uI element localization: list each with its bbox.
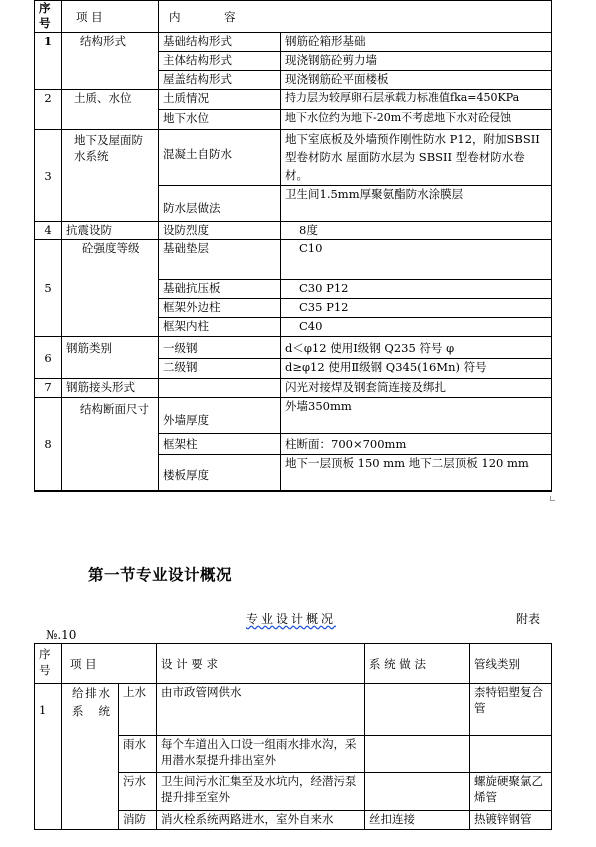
table-header-row	[35, 644, 552, 684]
row-method: 丝扣连接	[365, 811, 470, 830]
row-item: 给排水系统	[62, 684, 119, 830]
header-no: 序号	[35, 644, 62, 684]
header-content: 内 容	[159, 1, 552, 33]
row-sub: 污水	[119, 773, 157, 811]
header-method: 系 统 做 法	[365, 644, 470, 684]
header-item: 项 目	[62, 644, 157, 684]
row-sub: 防水层做法	[159, 186, 281, 222]
row-sub: 框架柱	[159, 434, 281, 455]
row-sub: 主体结构形式	[159, 52, 281, 71]
row-no: 1	[35, 684, 62, 830]
row-value: 卫生间1.5mm厚聚氨酯防水涂膜层	[281, 186, 552, 222]
row-sub: 土质情况	[159, 90, 281, 110]
row-design: 消火栓系统两路进水，室外自来水	[157, 811, 365, 830]
header-design: 设 计 要 求	[157, 644, 365, 684]
table-row	[35, 337, 552, 359]
row-value: 地下室底板及外墙预作刚性防水 P12，附加SBSII 型卷材防水 屋面防水层为 SBSII 型卷材防水卷材。	[281, 130, 552, 186]
row-sub: 一级钢	[159, 337, 281, 359]
table-row	[35, 130, 552, 186]
table-row	[35, 222, 552, 240]
row-sub: 基础垫层	[159, 240, 281, 280]
row-sub: 楼板厚度	[159, 455, 281, 491]
row-item: 抗震设防	[62, 222, 159, 240]
row-item: 钢筋类别	[62, 337, 159, 379]
row-value: 闪光对接焊及钢套筒连接及绑扎	[281, 379, 552, 398]
row-value: 地下一层顶板 150 mm 地下二层顶板 120 mm	[281, 455, 552, 491]
row-value: 外墙350mm	[281, 398, 552, 434]
header-item: 项 目	[62, 1, 159, 33]
row-sub: 基础结构形式	[159, 33, 281, 52]
row-item: 土质、水位	[62, 90, 159, 130]
row-value: C10	[281, 240, 552, 280]
row-design: 每个车道出入口设一组雨水排水沟，采用潜水泵提升排出室外	[157, 736, 365, 773]
structure-overview-table	[34, 0, 552, 492]
header-no: 序号	[35, 1, 62, 33]
row-no: 5	[35, 240, 62, 337]
row-pipe: 柰特铝塑复合管	[470, 684, 552, 736]
row-value: 持力层为较厚卵石层承载力标准值fka=450KPa	[281, 90, 552, 110]
table-caption-appendix: 附表	[516, 612, 541, 626]
row-sub: 屋盖结构形式	[159, 71, 281, 90]
row-value: 柱断面：700×700mm	[281, 434, 552, 455]
row-design: 由市政管网供水	[157, 684, 365, 736]
table-row	[35, 398, 552, 434]
row-sub: 混凝土自防水	[159, 130, 281, 186]
row-value: d＜φ12 使用Ⅰ级钢 Q235 符号 φ	[281, 337, 552, 359]
row-value: 8度	[281, 222, 552, 240]
table-row	[35, 33, 552, 52]
table-header-row	[35, 1, 552, 33]
row-item: 结构断面尺寸	[62, 398, 159, 491]
row-value: d≥φ12 使用Ⅱ级钢 Q345(16Mn) 符号	[281, 359, 552, 379]
row-design: 卫生间污水汇集至及水坑内，经潜污泵提升排至室外	[157, 773, 365, 811]
row-sub: 基础抗压板	[159, 280, 281, 299]
row-item: 砼强度等级	[62, 240, 159, 337]
row-no: 8	[35, 398, 62, 491]
row-sub: 上水	[119, 684, 157, 736]
table-number: №.10	[46, 628, 77, 642]
table-row	[35, 379, 552, 398]
row-method	[365, 736, 470, 773]
row-no: 4	[35, 222, 62, 240]
row-item: 钢筋接头形式	[62, 379, 159, 398]
row-pipe: 热镀锌钢管	[470, 811, 552, 830]
row-sub: 二级钢	[159, 359, 281, 379]
row-sub: 设防烈度	[159, 222, 281, 240]
row-sub: 消防	[119, 811, 157, 830]
table-row	[35, 90, 552, 110]
table-row	[35, 684, 552, 736]
row-pipe: 螺旋硬聚氯乙烯管	[470, 773, 552, 811]
row-item: 结构形式	[62, 33, 159, 90]
row-value: C40	[281, 318, 552, 337]
row-method	[365, 684, 470, 736]
row-method	[365, 773, 470, 811]
row-no: 2	[35, 90, 62, 130]
row-pipe	[470, 736, 552, 773]
section-title: 第一节专业设计概况	[88, 565, 233, 584]
row-value: 现浇钢筋砼剪力墙	[281, 52, 552, 71]
row-no: 6	[35, 337, 62, 379]
row-value: C35 P12	[281, 299, 552, 318]
table-caption-title: 专业设计概况	[246, 612, 337, 626]
row-value: 现浇钢筋砼平面楼板	[281, 71, 552, 90]
row-value: C30 P12	[281, 280, 552, 299]
row-sub: 地下水位	[159, 110, 281, 130]
row-sub: 外墙厚度	[159, 398, 281, 434]
row-value: 地下水位约为地下-20m不考虑地下水对砼侵蚀	[281, 110, 552, 130]
professional-design-table	[34, 643, 552, 830]
row-item: 地下及屋面防水系统	[62, 130, 159, 222]
row-value: 钢筋砼箱形基础	[281, 33, 552, 52]
table-caption	[246, 610, 336, 627]
row-sub: 框架内柱	[159, 318, 281, 337]
row-sub	[159, 379, 281, 398]
header-pipe: 管线类别	[470, 644, 552, 684]
row-no: 7	[35, 379, 62, 398]
table-row	[35, 240, 552, 280]
row-sub: 框架外边柱	[159, 299, 281, 318]
paragraph-mark	[550, 496, 555, 501]
row-sub: 雨水	[119, 736, 157, 773]
row-no: 1	[35, 33, 62, 90]
row-no: 3	[35, 130, 62, 222]
